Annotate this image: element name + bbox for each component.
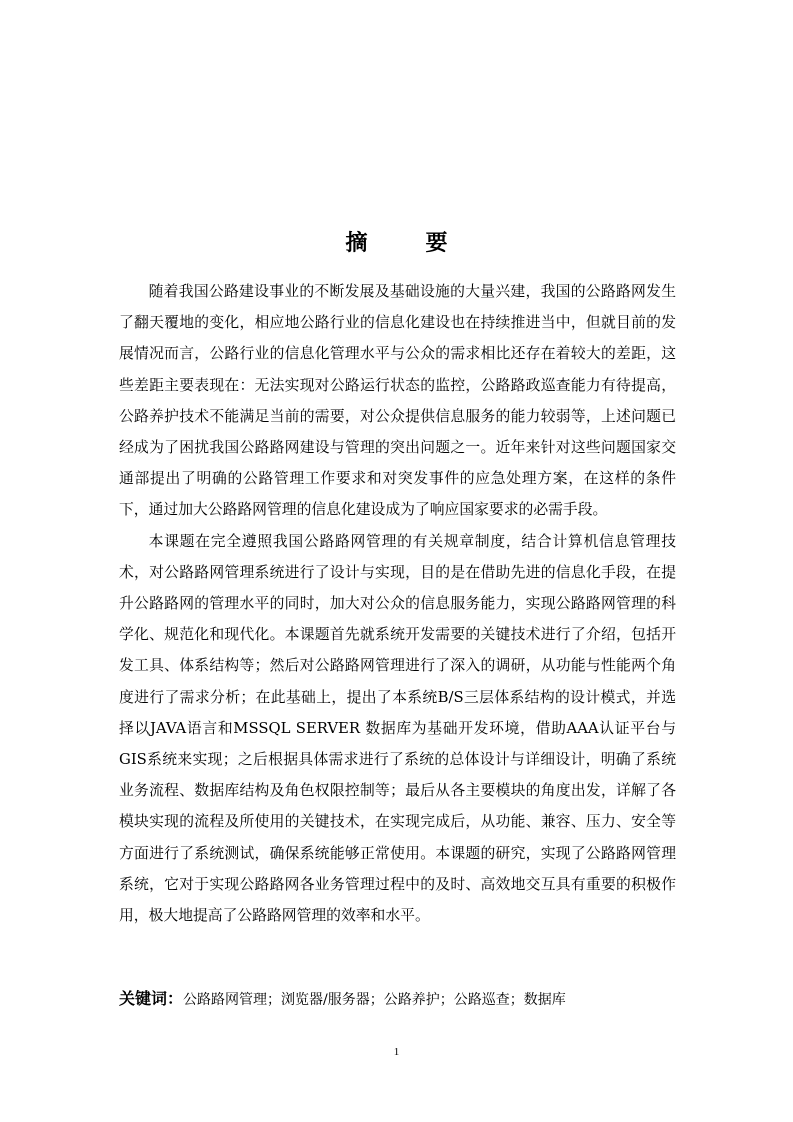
page-title: 摘 要 — [345, 231, 466, 256]
keywords-line — [119, 986, 679, 1009]
abstract-paragraph-1: 随着我国公路建设事业的不断发展及基础设施的大量兴建，我国的公路路网发生了翻天覆地的变化，相应地公路行业的信息化建设也在持续推进当中，但就目前的发展情况而言，公路行业的信息化管理水平与公众的需求相比还存在着较大的差距，这些差距主要表现在：无法实现对公路运行状态的监控，公路路政巡查能力有待提高，公路养护技术不能满足当前的需要，对公众提供信息服务的能力较弱等，上述问题已经成为了困扰我国公路路网建设与管理的突出问题之一。近年来针对这些问题国家交通部提出了明确的公路管理工作要求和对突发事件的应急处理方案，在这样的条件下，通过加大公路路网管理的信息化建设成为了响应国家要求的必需手段。 — [119, 283, 676, 519]
keywords-label: 关键词： — [119, 989, 184, 1008]
abstract-body — [119, 276, 676, 931]
page-number: 1 — [393, 1046, 400, 1058]
abstract-paragraph-2: 本课题在完全遵照我国公路路网管理的有关规章制度，结合计算机信息管理技术，对公路路网管理系统进行了设计与实现，目的是在借助先进的信息化手段，在提升公路路网的管理水平的同时，加大对公众的信息服务能力，实现公路路网管理的科学化、规范化和现代化。本课题首先就系统开发需要的关键技术进行了介绍，包括开发工具、体系结构等；然后对公路路网管理进行了深入的调研，从功能与性能两个角度进行了需求分析；在此基础上，提出了本系统B/S三层体系结构的设计模式，并选择以JAVA语言和MSSQL SERVER 数据库为基础开发环境，借助AAA认证平台与GIS系统来实现；之后根据具体需求进行了系统的总体设计与详细设计，明确了系统业务流程、数据库结构及角色权限控制等；最后从各主要模块的角度出发，详解了各模块实现的流程及所使用的关键技术，在实现完成后，从功能、兼容、压力、安全等方面进行了系统测试，确保系统能够正常使用。本课题的研究，实现了公路路网管理系统，它对于实现公路路网各业务管理过程中的及时、高效地交互具有重要的积极作用，极大地提高了公路路网管理的效率和水平。 — [119, 532, 676, 925]
keywords-text: 公路路网管理；浏览器/服务器；公路养护；公路巡查；数据库 — [183, 992, 566, 1008]
